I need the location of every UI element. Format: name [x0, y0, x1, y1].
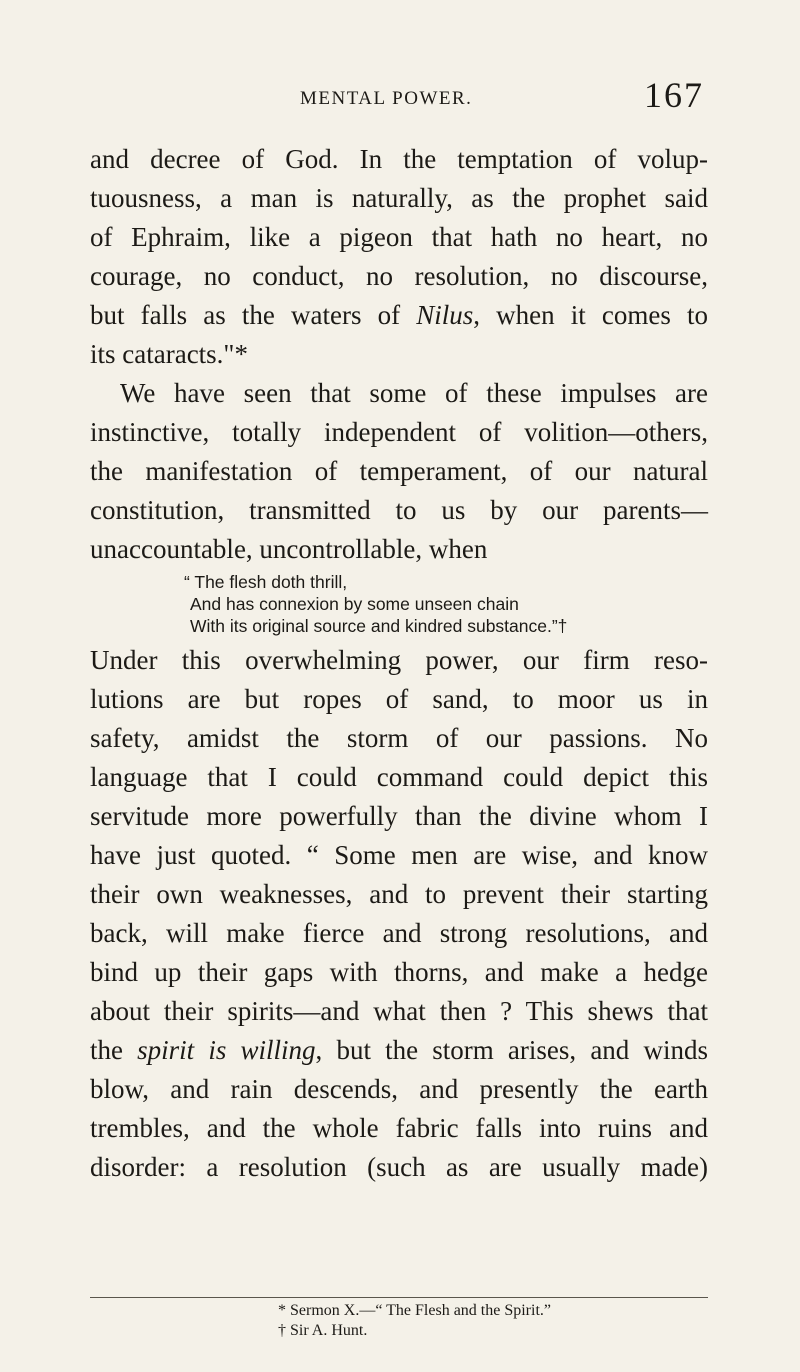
text-line: courage, no conduct, no resolution, no discourse,: [90, 261, 708, 291]
text-line: lutions are but ropes of sand, to moor us in: [90, 684, 708, 714]
text-line: instinctive, totally independent of volition—others,: [90, 417, 708, 447]
text-run: the: [90, 1035, 138, 1065]
body-text: [90, 140, 708, 1187]
text-line: language that I could command could depict this: [90, 762, 708, 792]
text-run: but falls as the waters of: [90, 300, 417, 330]
text-line: safety, amidst the storm of our passions. No: [90, 723, 708, 753]
text-line: their own weaknesses, and to prevent their starting: [90, 879, 708, 909]
italic-run: spirit is willing: [137, 1035, 316, 1065]
text-line: bind up their gaps with thorns, and make a hedge: [90, 957, 708, 987]
text-line: back, will make fierce and strong resolutions, and: [90, 918, 708, 948]
running-head: MENTAL POWER.: [300, 88, 473, 109]
text-line: tuousness, a man is naturally, as the prophet said: [90, 183, 708, 213]
text-line: the manifestation of temperament, of our natural: [90, 456, 708, 486]
text-line: and decree of God. In the temptation of volup-: [90, 144, 708, 174]
paragraph-start-line: We have seen that some of these impulses are: [120, 378, 708, 408]
verse-line: And has connexion by some unseen chain: [190, 594, 519, 614]
text-run: , but the storm arises, and winds: [315, 1035, 708, 1065]
text-line: of Ephraim, like a pigeon that hath no heart, no: [90, 222, 708, 252]
text-line: its cataracts."*: [90, 339, 248, 369]
verse-line: With its original source and kindred substance.”†: [190, 616, 568, 636]
footnote: * Sermon X.—“ The Flesh and the Spirit.”: [278, 1302, 551, 1319]
footnotes: [278, 1301, 551, 1341]
text-line: about their spirits—and what then ? This shews that: [90, 996, 708, 1026]
footnote: † Sir A. Hunt.: [278, 1322, 368, 1339]
text-line: [90, 296, 708, 335]
text-run: , when it comes to: [473, 300, 708, 330]
text-line: blow, and rain descends, and presently the earth: [90, 1074, 708, 1104]
text-line: constitution, transmitted to us by our parents—: [90, 495, 708, 525]
footnote-rule: [90, 1297, 708, 1298]
text-line: servitude more powerfully than the divine whom I: [90, 801, 708, 831]
text-line: trembles, and the whole fabric falls into ruins and: [90, 1113, 708, 1143]
text-line: unaccountable, uncontrollable, when: [90, 534, 488, 564]
page-number: 167: [644, 75, 704, 115]
text-line: have just quoted. “ Some men are wise, and know: [90, 840, 708, 870]
text-line: [90, 1031, 708, 1070]
italic-run: Nilus: [416, 300, 474, 330]
text-line: disorder: a resolution (such as are usually made): [90, 1152, 708, 1182]
verse-line: “ The flesh doth thrill,: [184, 572, 348, 592]
text-line: Under this overwhelming power, our firm reso-: [90, 645, 708, 675]
